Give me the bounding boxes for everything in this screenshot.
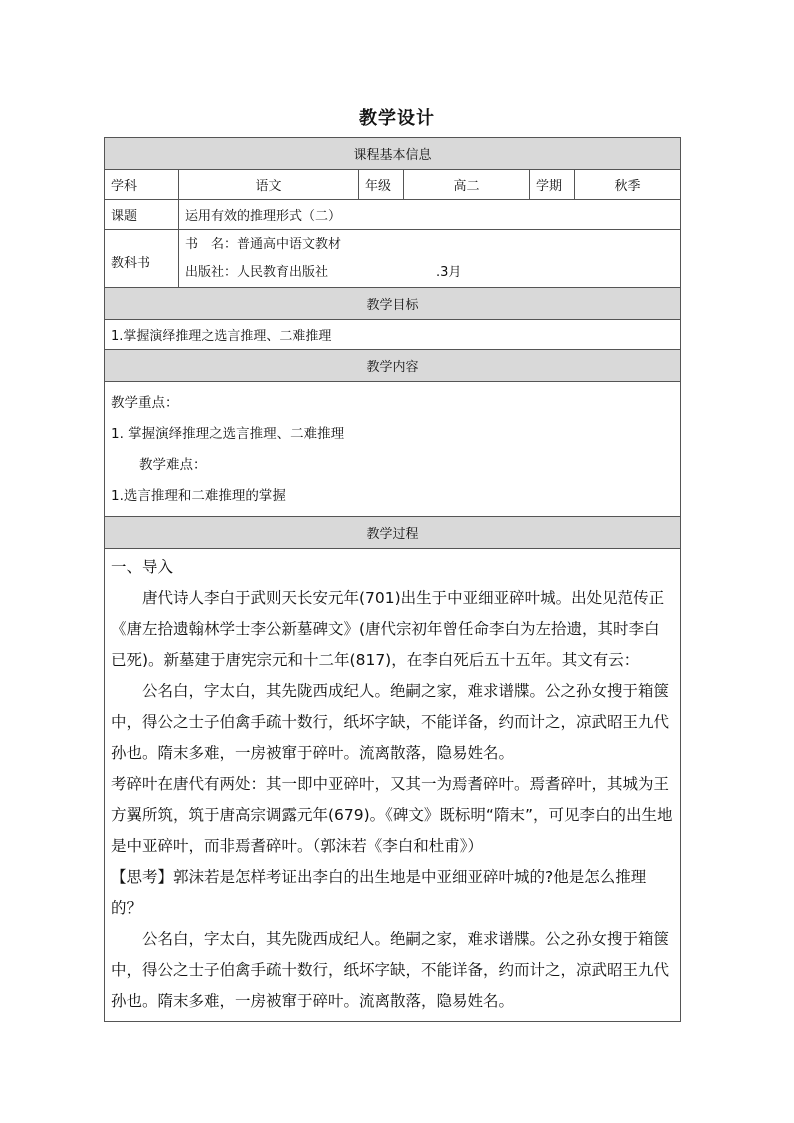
textbook-publisher-line [185, 259, 674, 287]
process-body [105, 549, 681, 1022]
page-title: 教学设计 [359, 108, 435, 129]
term-value: 秋季 [575, 170, 681, 200]
key-point-item: 1. 掌握演绎推理之选言推理、二难推理 [111, 426, 345, 442]
subject-label: 学科 [105, 170, 179, 200]
textbook-publisher: 出版社：人民教育出版社 [185, 265, 329, 280]
grade-label: 年级 [359, 170, 404, 200]
section-header-content: 教学内容 [105, 350, 681, 382]
grade-value: 高二 [404, 170, 530, 200]
textbook-name: 书 名：普通高中语文教材 [185, 237, 342, 252]
textbook-info [179, 230, 681, 288]
goal-item: 1.掌握演绎推理之选言推理、二难推理 [105, 320, 681, 350]
section-header-basic: 课程基本信息 [105, 138, 681, 170]
topic-value: 运用有效的推理形式（二） [179, 200, 681, 230]
subject-value: 语文 [179, 170, 359, 200]
difficulty-label: 教学难点： [139, 457, 207, 473]
think-question: 【思考】郭沫若是怎样考证出李白的出生地是中亚细亚碎叶城的?他是怎么推理的？ [111, 868, 647, 917]
difficulty-item: 1.选言推理和二难推理的掌握 [111, 488, 286, 504]
textbook-date: .3月 [436, 265, 462, 280]
section-header-goal: 教学目标 [105, 288, 681, 320]
intro-heading: 一、导入 [111, 558, 174, 576]
term-label: 学期 [530, 170, 575, 200]
paragraph-2: 考碎叶在唐代有两处：其一即中亚碎叶，又其一为焉耆碎叶。焉耆碎叶，其城为王方翼所筑，筑于唐高宗调露元年(679)。《碑文》既标明“隋末”，可见李白的出生地是中亚碎叶，而非焉耆碎叶。（郭沫若《李白和杜甫》） [111, 775, 673, 855]
lesson-plan-table [104, 137, 681, 1022]
topic-label: 课题 [105, 200, 179, 230]
quote-2: 公名白，字太白，其先陇西成纪人。绝嗣之家，难求谱牒。公之孙女搜于箱箧中，得公之士子伯禽手疏十数行，纸坏字缺，不能详备，约而计之，凉武昭王九代孙也。隋末多难，一房被窜于碎叶。流离散落，隐易姓名。 [111, 930, 670, 1010]
paragraph-1: 唐代诗人李白于武则天长安元年(701)出生于中亚细亚碎叶城。出处见范传正《唐左拾遗翰林学士李公新墓碑文》(唐代宗初年曾任命李白为左拾遗，其时李白已死)。新墓建于唐宪宗元和十二年(817)，在李白死后五十五年。其文有云： [111, 589, 665, 669]
content-body [105, 382, 681, 517]
textbook-label: 教科书 [105, 230, 179, 288]
key-points-label: 教学重点： [111, 395, 179, 411]
section-header-process: 教学过程 [105, 517, 681, 549]
quote-1: 公名白，字太白，其先陇西成纪人。绝嗣之家，难求谱牒。公之孙女搜于箱箧中，得公之士子伯禽手疏十数行，纸坏字缺，不能详备，约而计之，凉武昭王九代孙也。隋末多难，一房被窜于碎叶。流离散落，隐易姓名。 [111, 682, 670, 762]
